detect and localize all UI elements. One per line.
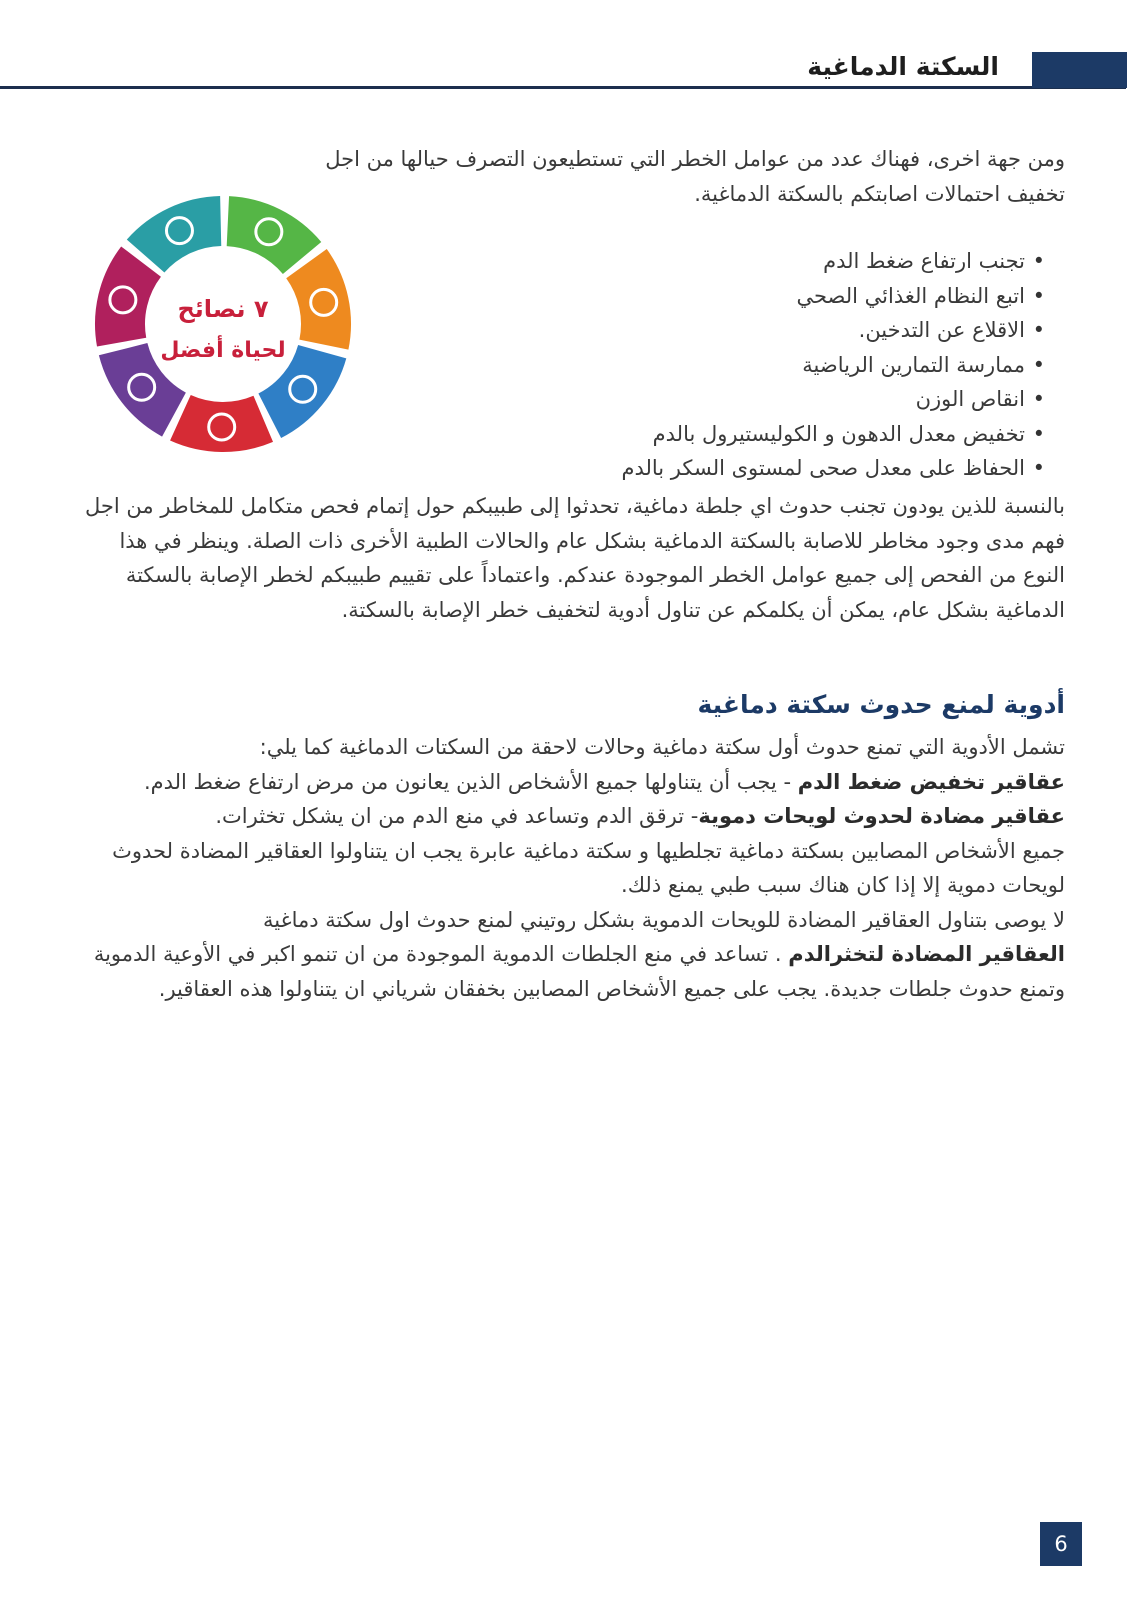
- tips-center-text: [160, 295, 285, 363]
- bp-label: عقاقير تخفيض ضغط الدم: [797, 769, 1065, 794]
- antiplatelet-medication: [70, 799, 1065, 834]
- tip-segment: [227, 196, 322, 274]
- tip-item: • تجنب ارتفاع ضغط الدم: [445, 244, 1045, 279]
- tip-segment: [286, 249, 351, 350]
- tip-item: • انقاص الوزن: [445, 382, 1045, 417]
- tips-graphic: [88, 192, 358, 457]
- tip-item: • ممارسة التمارين الرياضية: [445, 348, 1045, 383]
- bp-text: - يجب أن يتناولها جميع الأشخاص الذين يعانون من مرض ارتفاع ضغط الدم.: [143, 769, 798, 794]
- tip-segment: [95, 246, 161, 346]
- header-accent-block: [1032, 52, 1127, 88]
- tip-item: • اتبع النظام الغذائي الصحي: [445, 279, 1045, 314]
- anticoagulant-text: . تساعد في منع الجلطات الدموية الموجودة من ان تنمو اكبر في الأوعية الدموية وتمنع حدوث جلطات جديدة. يجب على جميع الأشخاص المصابين بخفقان شرياني ان يتناولوا هذه العقاقير.: [93, 942, 1065, 1001]
- antiplatelet-text: - ترقق الدم وتساعد في منع الدم من ان يشكل تخثرات.: [215, 804, 699, 828]
- anticoagulant-medication: [70, 937, 1065, 1006]
- medications-heading: أدوية لمنع حدوث سكتة دماغية: [697, 690, 1065, 719]
- bp-medication: [70, 765, 1065, 800]
- risk-paragraph: بالنسبة للذين يودون تجنب حدوث اي جلطة دماغية، تحدثوا إلى طبيبكم حول إتمام فحص متكامل للمخاطر من اجل فهم مدى وجود مخاطر للاصابة بالسكتة الدماغية بشكل عام والحالات الطبية الأخرى ذات الصلة. وينظر في هذا النوع من الفحص إلى جميع عوامل الخطر الموجودة عندكم. واعتماداً على تقييم طبيبكم لخطر الإصابة بالسكتة الدماغية بشكل عام، يمكن أن يكلمكم عن تناول أدوية لتخفيف خطر الإصابة بالسكتة.: [85, 494, 1065, 622]
- antiplatelet-note: جميع الأشخاص المصابين بسكتة دماغية تجلطيها و سكتة دماغية عابرة يجب ان يتناولوا العقاقير المضادة لحدوث لويحات دموية إلا إذا كان هناك سبب طبي يمنع ذلك.: [112, 838, 1065, 897]
- tip-item: • الحفاظ على معدل صحى لمستوى السكر بالدم: [445, 451, 1045, 486]
- graphic-title-line2: لحياة أفضل: [160, 338, 286, 363]
- page-title: السكتة الدماغية: [807, 52, 999, 81]
- anticoagulant-label: العقاقير المضادة لتخثرالدم: [788, 942, 1065, 966]
- antiplatelet-note-2: لا يوصى بتناول العقاقير المضادة للويحات الدموية بشكل روتيني لمنع حدوث اول سكتة دماغية: [263, 907, 1065, 932]
- tip-item: • تخفيض معدل الدهون و الكوليستيرول بالدم: [445, 417, 1045, 452]
- graphic-title-line1: ٧ نصائح: [177, 295, 269, 323]
- tips-list: [445, 244, 1045, 486]
- tips-ring: [95, 196, 351, 452]
- tip-segment: [127, 196, 221, 273]
- medications-intro: تشمل الأدوية التي تمنع حدوث أول سكتة دماغية وحالات لاحقة من السكتات الدماغية كما يلي:: [259, 735, 1065, 759]
- intro-paragraph: ومن جهة اخرى، فهناك عدد من عوامل الخطر التي تستطيعون التصرف حيالها من اجل تخفيف احتمالات اصابتكم بالسكتة الدماغية.: [325, 147, 1065, 206]
- antiplatelet-label: عقاقير مضادة لحدوث لويحات دموية: [698, 804, 1065, 828]
- tip-segment: [170, 395, 273, 452]
- tip-item: • الاقلاع عن التدخين.: [445, 313, 1045, 348]
- medications-section: [70, 730, 1065, 1006]
- header-rule: [0, 86, 1126, 89]
- page-number: 6: [1040, 1522, 1082, 1566]
